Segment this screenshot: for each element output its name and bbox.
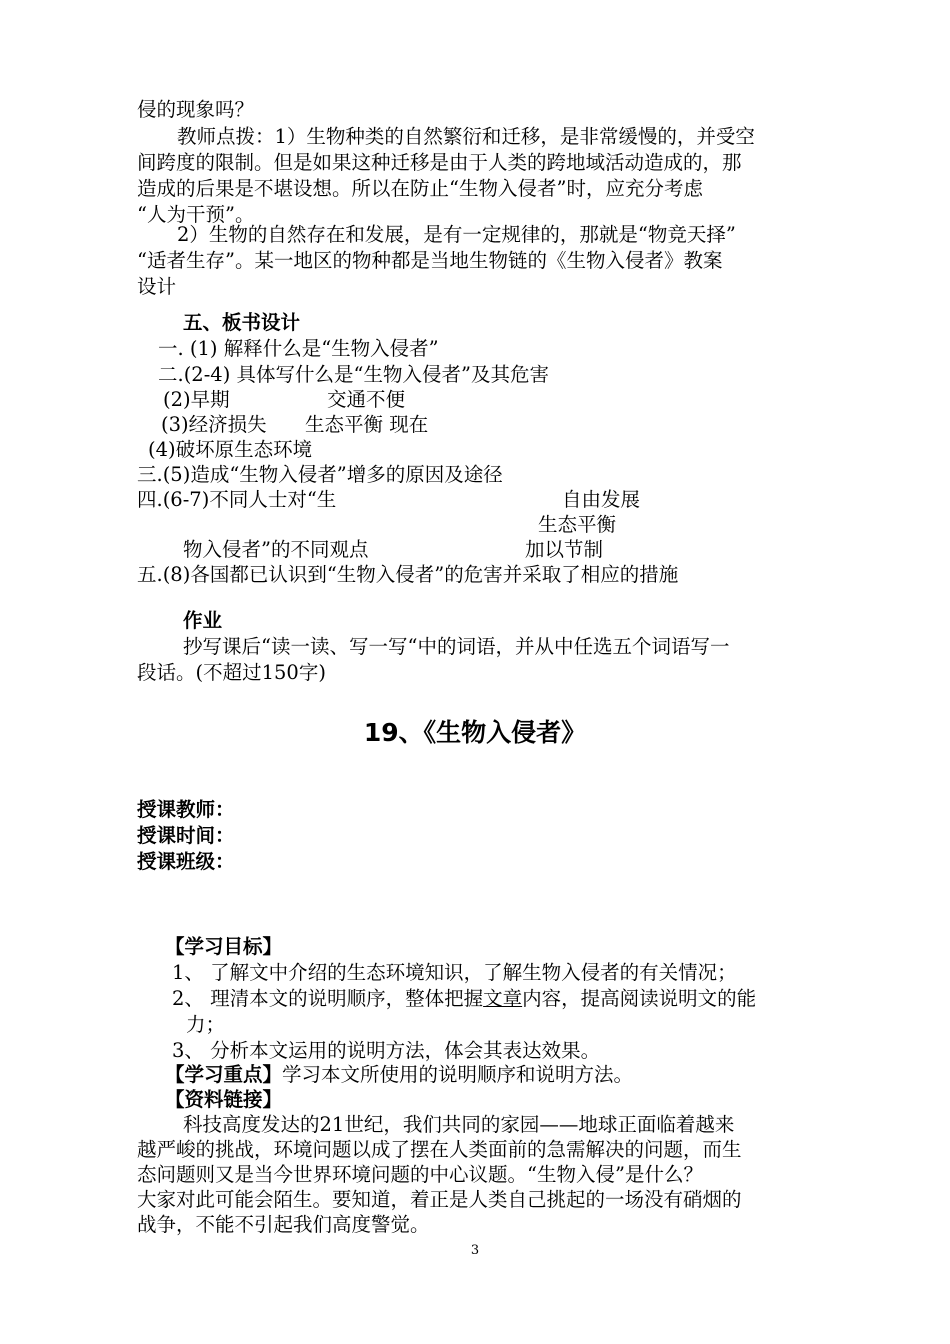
goal-item: 2、 理清本文的说明顺序，整体把握文章内容，提高阅读说明文的能 xyxy=(172,987,757,1010)
text-line: 间跨度的限制。但是如果这种迁移是由于人类的跨地域活动造成的，那 xyxy=(137,151,742,174)
board-line: 自由发展 xyxy=(562,488,641,511)
goal-item: 3、 分析本文运用的说明方法，体会其表达效果。 xyxy=(172,1039,601,1062)
text-line: 大家对此可能会陌生。要知道，着正是人类自己挑起的一场没有硝烟的 xyxy=(137,1188,742,1211)
text-line: 战争，不能不引起我们高度警觉。 xyxy=(137,1213,430,1236)
key-points-line: 【学习重点】学习本文所使用的说明顺序和说明方法。 xyxy=(165,1063,634,1086)
board-line: 生态平衡 xyxy=(538,513,617,536)
text-line: 造成的后果是不堪设想。所以在防止“生物入侵者”时，应充分考虑 xyxy=(137,177,703,200)
board-line: 生态平衡 现在 xyxy=(305,413,429,436)
class-label: 授课班级： xyxy=(137,850,235,873)
section-heading: 五、板书设计 xyxy=(183,311,301,334)
board-line: 加以节制 xyxy=(525,538,604,561)
goal-item-cont: 力； xyxy=(186,1013,226,1036)
section-heading: 作业 xyxy=(183,609,223,632)
board-line: 三.(5)造成“生物入侵者”增多的原因及途径 xyxy=(137,463,503,486)
text-line: 教师点拨：1）生物种类的自然繁衍和迁移，是非常缓慢的，并受空 xyxy=(177,125,755,148)
link-text[interactable]: 文章 xyxy=(483,987,523,1010)
board-line: 物入侵者”的不同观点 xyxy=(183,538,369,561)
page-number: 3 xyxy=(470,1243,480,1258)
board-line: (2)早期 xyxy=(163,388,230,411)
text-line: 设计 xyxy=(137,275,177,298)
teacher-label: 授课教师： xyxy=(137,798,235,821)
board-line: 五.(8)各国都已认识到“生物入侵者”的危害并采取了相应的措施 xyxy=(137,563,679,586)
resources-heading: 【资料链接】 xyxy=(165,1088,283,1111)
board-line: (3)经济损失 xyxy=(161,413,267,436)
text-line: 越严峻的挑战，环境问题以成了摆在人类面前的急需解决的问题，而生 xyxy=(137,1138,742,1161)
text-line: “人为干预”。 xyxy=(137,203,255,226)
board-line: (4)破坏原生态环境 xyxy=(148,438,313,461)
text-line: 段话。(不超过150字) xyxy=(137,661,326,684)
lesson-title: 19、《生物入侵者》 xyxy=(363,718,587,747)
text-line: “适者生存”。某一地区的物种都是当地生物链的《生物入侵者》教案 xyxy=(137,249,723,272)
board-line: 四.(6-7)不同人士对“生 xyxy=(137,488,337,511)
board-line: 一. (1) 解释什么是“生物入侵者” xyxy=(158,337,439,360)
goals-heading: 【学习目标】 xyxy=(165,935,283,958)
board-line: 二.(2-4) 具体写什么是“生物入侵者”及其危害 xyxy=(158,363,549,386)
text-line: 抄写课后“读一读、写一写“中的词语，并从中任选五个词语写一 xyxy=(183,635,730,658)
text-line: 侵的现象吗？ xyxy=(137,98,255,121)
time-label: 授课时间： xyxy=(137,824,235,847)
text-line: 态问题则又是当今世界环境问题的中心议题。“生物入侵”是什么？ xyxy=(137,1163,703,1186)
board-line: 交通不便 xyxy=(327,388,406,411)
text-line: 科技高度发达的21世纪，我们共同的家园——地球正面临着越来 xyxy=(183,1113,735,1136)
goal-item: 1、 了解文中介绍的生态环境知识，了解生物入侵者的有关情况； xyxy=(172,961,737,984)
text-line: 2）生物的自然存在和发展，是有一定规律的，那就是“物竞天择” xyxy=(177,223,736,246)
